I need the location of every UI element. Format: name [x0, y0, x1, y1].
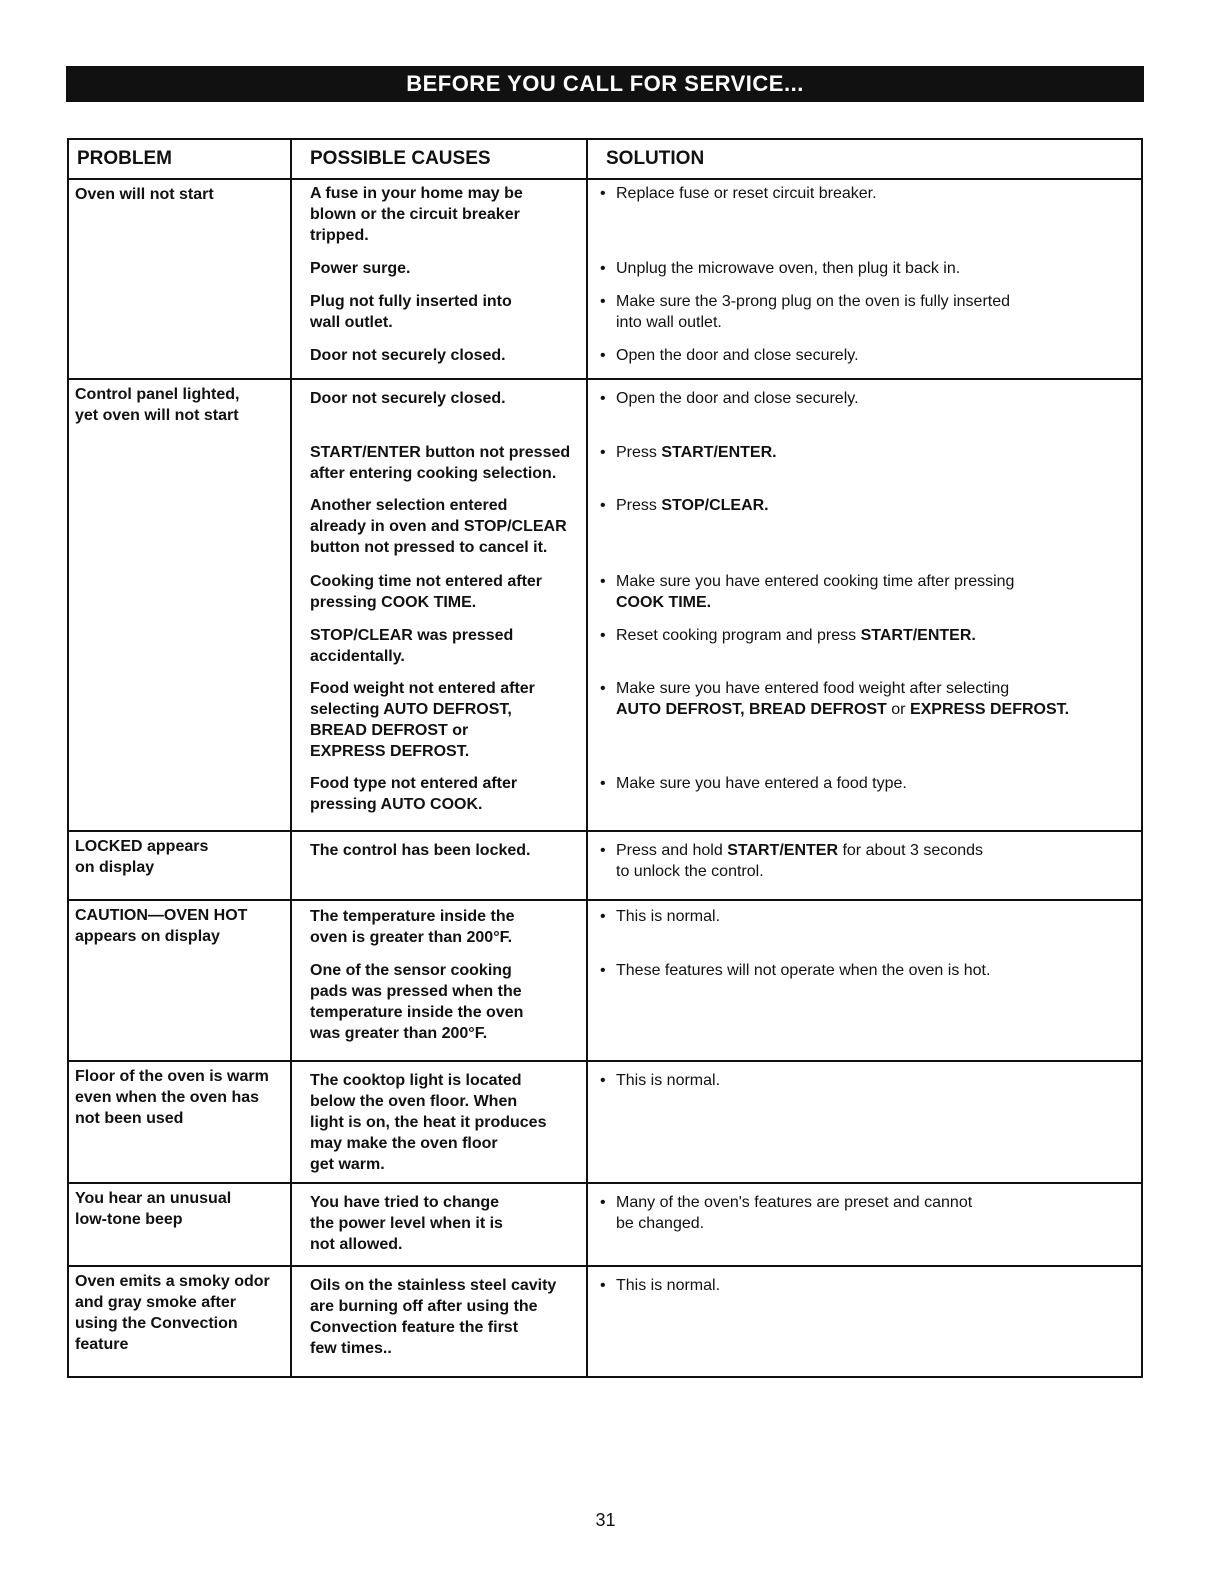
cause-item — [292, 388, 586, 409]
solution-text — [616, 1194, 972, 1211]
cause-text-line: Cooking time not entered after — [310, 573, 543, 590]
solution-text — [616, 497, 769, 514]
solution-cell — [586, 1184, 1141, 1265]
problem-cell — [69, 832, 290, 899]
table-row — [69, 832, 1141, 901]
service-banner: BEFORE YOU CALL FOR SERVICE... — [66, 66, 1144, 102]
bullet-icon: • — [600, 293, 606, 310]
bullet-icon: • — [600, 390, 606, 407]
causes-column-header: POSSIBLE CAUSES — [290, 140, 586, 178]
cause-text-line: light is on, the heat it produces — [310, 1114, 547, 1131]
problem-column-header: PROBLEM — [77, 148, 172, 169]
problem-cell — [69, 1184, 290, 1265]
cause-text-line: pressing AUTO COOK. — [310, 796, 483, 813]
bullet-icon: • — [600, 1194, 606, 1211]
problem-cell — [69, 1062, 290, 1182]
solution-text-line — [600, 258, 1133, 279]
solution-item — [588, 571, 1141, 613]
solution-item — [588, 678, 1141, 720]
solution-text — [616, 627, 976, 644]
cause-text-line: pressing COOK TIME. — [310, 594, 477, 611]
solution-bold-text: EXPRESS DEFROST. — [909, 701, 1070, 718]
cause-text-line: below the oven floor. When — [310, 1093, 518, 1110]
cause-text-line: Food weight not entered after — [310, 680, 535, 697]
solution-text-segment: Reset cooking program and press — [616, 627, 861, 644]
solution-bold-text: AUTO DEFROST, BREAD DEFROST — [616, 701, 887, 718]
bullet-icon: • — [600, 1072, 606, 1089]
cause-text-line: Another selection entered — [310, 497, 508, 514]
solution-text-line — [600, 960, 1133, 981]
solution-text-segment: to unlock the control. — [616, 863, 764, 880]
solution-text-segment: Replace fuse or reset circuit breaker. — [616, 185, 877, 202]
solution-text-segment: Unplug the microwave oven, then plug it back in. — [616, 260, 961, 277]
cause-text-line: STOP/CLEAR was pressed — [310, 627, 514, 644]
problem-cell — [69, 380, 290, 830]
problem-text-line: appears on display — [75, 928, 220, 945]
solution-cell — [586, 380, 1141, 830]
solution-cell — [586, 1267, 1141, 1376]
solution-text — [616, 314, 722, 331]
solution-text-line — [600, 345, 1133, 366]
solution-text-line — [600, 625, 1133, 646]
cause-item — [292, 960, 586, 1044]
solution-text — [616, 594, 711, 611]
solution-text-segment: This is normal. — [616, 908, 721, 925]
cause-item — [292, 291, 586, 333]
solution-text-segment: Many of the oven's features are preset and cannot — [616, 1194, 973, 1211]
solution-text-segment: Make sure you have entered cooking time after pressing — [616, 573, 1015, 590]
solution-text-line — [600, 861, 1133, 882]
solution-text-line — [600, 1213, 1133, 1234]
solution-text — [616, 260, 960, 277]
cause-text-line: the power level when it is — [310, 1215, 503, 1232]
solution-item — [588, 840, 1141, 882]
bullet-icon: • — [600, 908, 606, 925]
solution-cell — [586, 1062, 1141, 1182]
cause-text-line: pads was pressed when the — [310, 983, 522, 1000]
solution-bold-text: STOP/CLEAR. — [661, 497, 769, 514]
cause-text-line: Convection feature the first — [310, 1319, 519, 1336]
causes-cell — [290, 180, 586, 378]
problem-text-line: even when the oven has — [75, 1089, 260, 1106]
cause-text-line: A fuse in your home may be — [310, 185, 523, 202]
solution-text — [616, 185, 877, 202]
problem-cell — [69, 901, 290, 1060]
causes-cell — [290, 832, 586, 899]
solution-text-line — [600, 495, 1133, 516]
cause-item — [292, 906, 586, 948]
cause-item — [292, 1192, 586, 1255]
cause-text-line: wall outlet. — [310, 314, 393, 331]
cause-text-line: Door not securely closed. — [310, 390, 506, 407]
problem-text-line: low-tone beep — [75, 1211, 183, 1228]
solution-text — [616, 444, 777, 461]
solution-text-segment: Make sure you have entered food weight after selecting — [616, 680, 1010, 697]
solution-text — [616, 293, 1010, 310]
solution-text-line — [600, 906, 1133, 927]
solution-text-line — [600, 840, 1133, 861]
cause-item — [292, 840, 586, 861]
cause-text-line: EXPRESS DEFROST. — [310, 743, 470, 760]
cause-text-line: Door not securely closed. — [310, 347, 506, 364]
solution-bold-text: START/ENTER — [727, 842, 838, 859]
solution-text — [616, 701, 1069, 718]
cause-item — [292, 1070, 586, 1175]
solution-item — [588, 773, 1141, 794]
cause-text-line: button not pressed to cancel it. — [310, 539, 548, 556]
bullet-icon: • — [600, 627, 606, 644]
table-row — [69, 1184, 1141, 1267]
solution-text-segment: Make sure the 3-prong plug on the oven is fully inserted — [616, 293, 1011, 310]
cause-text-line: Food type not entered after — [310, 775, 518, 792]
cause-item — [292, 1275, 586, 1359]
solution-text — [616, 1215, 704, 1232]
solution-text — [616, 573, 1014, 590]
problem-text-line: on display — [75, 859, 155, 876]
solution-text-line — [600, 592, 1133, 613]
bullet-icon: • — [600, 573, 606, 590]
problem-cell — [69, 1267, 290, 1376]
solution-cell — [586, 180, 1141, 378]
cause-text-line: are burning off after using the — [310, 1298, 538, 1315]
cause-text-line: get warm. — [310, 1156, 385, 1173]
problem-text-line: feature — [75, 1336, 129, 1353]
solution-text-line — [600, 699, 1133, 720]
cause-text-line: You have tried to change — [310, 1194, 500, 1211]
bullet-icon: • — [600, 444, 606, 461]
bullet-icon: • — [600, 1277, 606, 1294]
page-number: 31 — [595, 1510, 616, 1530]
troubleshooting-table — [67, 138, 1143, 1378]
cause-text-line: tripped. — [310, 227, 369, 244]
problem-text-line: not been used — [75, 1110, 184, 1127]
cause-text-line: Plug not fully inserted into — [310, 293, 512, 310]
table-row — [69, 1062, 1141, 1184]
table-row — [69, 901, 1141, 1062]
solution-text-segment: Press — [616, 497, 662, 514]
solution-text — [616, 842, 983, 859]
table-row — [69, 180, 1141, 380]
solution-text-line — [600, 1192, 1133, 1213]
problem-text-line: CAUTION—OVEN HOT — [75, 907, 248, 924]
cause-text-line: The temperature inside the — [310, 908, 515, 925]
solution-item — [588, 291, 1141, 333]
cause-text-line: few times.. — [310, 1340, 392, 1357]
solution-item — [588, 1192, 1141, 1234]
cause-text-line: was greater than 200°F. — [310, 1025, 488, 1042]
solution-item — [588, 388, 1141, 409]
solution-text-segment: These features will not operate when the oven is hot. — [616, 962, 991, 979]
cause-text-line: BREAD DEFROST or — [310, 722, 469, 739]
cause-item — [292, 678, 586, 762]
cause-text-line: The control has been locked. — [310, 842, 531, 859]
solution-item — [588, 442, 1141, 463]
solution-text-segment: Open the door and close securely. — [616, 347, 859, 364]
solution-text-line — [600, 183, 1133, 204]
problem-cell — [69, 180, 290, 378]
causes-cell — [290, 1062, 586, 1182]
solution-text-segment: or — [886, 701, 910, 718]
solution-text-line — [600, 773, 1133, 794]
solution-item — [588, 345, 1141, 366]
problem-text-line: and gray smoke after — [75, 1294, 236, 1311]
solution-text-segment: into wall outlet. — [616, 314, 722, 331]
cause-text-line: after entering cooking selection. — [310, 465, 557, 482]
solution-text-segment: for about 3 seconds — [838, 842, 983, 859]
cause-text-line: Power surge. — [310, 260, 411, 277]
solution-item — [588, 495, 1141, 516]
solution-item — [588, 183, 1141, 204]
solution-text-line — [600, 312, 1133, 333]
table-row — [69, 380, 1141, 832]
solution-text-segment: be changed. — [616, 1215, 705, 1232]
solution-text-line — [600, 291, 1133, 312]
problem-text-line: Oven emits a smoky odor — [75, 1273, 270, 1290]
solution-text-line — [600, 1070, 1133, 1091]
solution-text-segment: This is normal. — [616, 1277, 721, 1294]
solution-item — [588, 258, 1141, 279]
bullet-icon: • — [600, 842, 606, 859]
cause-text-line: START/ENTER button not pressed — [310, 444, 571, 461]
solution-text — [616, 908, 720, 925]
bullet-icon: • — [600, 775, 606, 792]
cause-text-line: oven is greater than 200°F. — [310, 929, 513, 946]
solution-text — [616, 962, 990, 979]
solution-cell — [586, 901, 1141, 1060]
solution-item — [588, 625, 1141, 646]
solution-item — [588, 1070, 1141, 1091]
bullet-icon: • — [600, 497, 606, 514]
cause-item — [292, 625, 586, 667]
solution-text-segment: Open the door and close securely. — [616, 390, 859, 407]
solution-text — [616, 347, 859, 364]
cause-item — [292, 258, 586, 279]
cause-text-line: The cooktop light is located — [310, 1072, 522, 1089]
cause-text-line: not allowed. — [310, 1236, 403, 1253]
table-row — [69, 1267, 1141, 1376]
cause-text-line: accidentally. — [310, 648, 405, 665]
problem-text-line: Floor of the oven is warm — [75, 1068, 269, 1085]
causes-cell — [290, 380, 586, 830]
table-header — [69, 140, 1141, 180]
cause-item — [292, 495, 586, 558]
solution-text-segment: Press — [616, 444, 662, 461]
causes-cell — [290, 1267, 586, 1376]
problem-text-line: yet oven will not start — [75, 407, 239, 424]
bullet-icon: • — [600, 962, 606, 979]
cause-item — [292, 571, 586, 613]
solution-text-line — [600, 388, 1133, 409]
bullet-icon: • — [600, 347, 606, 364]
cause-text-line: selecting AUTO DEFROST, — [310, 701, 512, 718]
solution-text-line — [600, 1275, 1133, 1296]
solution-item — [588, 1275, 1141, 1296]
problem-text-line: Control panel lighted, — [75, 386, 240, 403]
solution-column-header: SOLUTION — [586, 140, 1141, 178]
causes-cell — [290, 1184, 586, 1265]
cause-item — [292, 345, 586, 366]
solution-item — [588, 906, 1141, 927]
cause-text-line: may make the oven floor — [310, 1135, 498, 1152]
solution-text — [616, 390, 859, 407]
problem-text-line: Oven will not start — [75, 186, 214, 203]
solution-text-line — [600, 678, 1133, 699]
problem-text-line: using the Convection — [75, 1315, 238, 1332]
bullet-icon: • — [600, 260, 606, 277]
cause-text-line: Oils on the stainless steel cavity — [310, 1277, 557, 1294]
cause-item — [292, 773, 586, 815]
cause-text-line: blown or the circuit breaker — [310, 206, 520, 223]
problem-text-line: LOCKED appears — [75, 838, 209, 855]
solution-text-segment: This is normal. — [616, 1072, 721, 1089]
solution-text — [616, 863, 764, 880]
solution-text-segment: Make sure you have entered a food type. — [616, 775, 907, 792]
solution-text — [616, 1277, 720, 1294]
cause-text-line: temperature inside the oven — [310, 1004, 524, 1021]
solution-text-line — [600, 442, 1133, 463]
solution-cell — [586, 832, 1141, 899]
bullet-icon: • — [600, 185, 606, 202]
causes-cell — [290, 901, 586, 1060]
solution-bold-text: START/ENTER. — [661, 444, 777, 461]
solution-bold-text: COOK TIME. — [616, 594, 712, 611]
cause-text-line: already in oven and STOP/CLEAR — [310, 518, 567, 535]
solution-text — [616, 775, 907, 792]
cause-item — [292, 183, 586, 246]
problem-text-line: You hear an unusual — [75, 1190, 232, 1207]
cause-item — [292, 442, 586, 484]
solution-bold-text: START/ENTER. — [860, 627, 976, 644]
solution-text-line — [600, 571, 1133, 592]
solution-item — [588, 960, 1141, 981]
solution-text — [616, 680, 1009, 697]
bullet-icon: • — [600, 680, 606, 697]
cause-text-line: One of the sensor cooking — [310, 962, 512, 979]
solution-text — [616, 1072, 720, 1089]
solution-text-segment: Press and hold — [616, 842, 728, 859]
